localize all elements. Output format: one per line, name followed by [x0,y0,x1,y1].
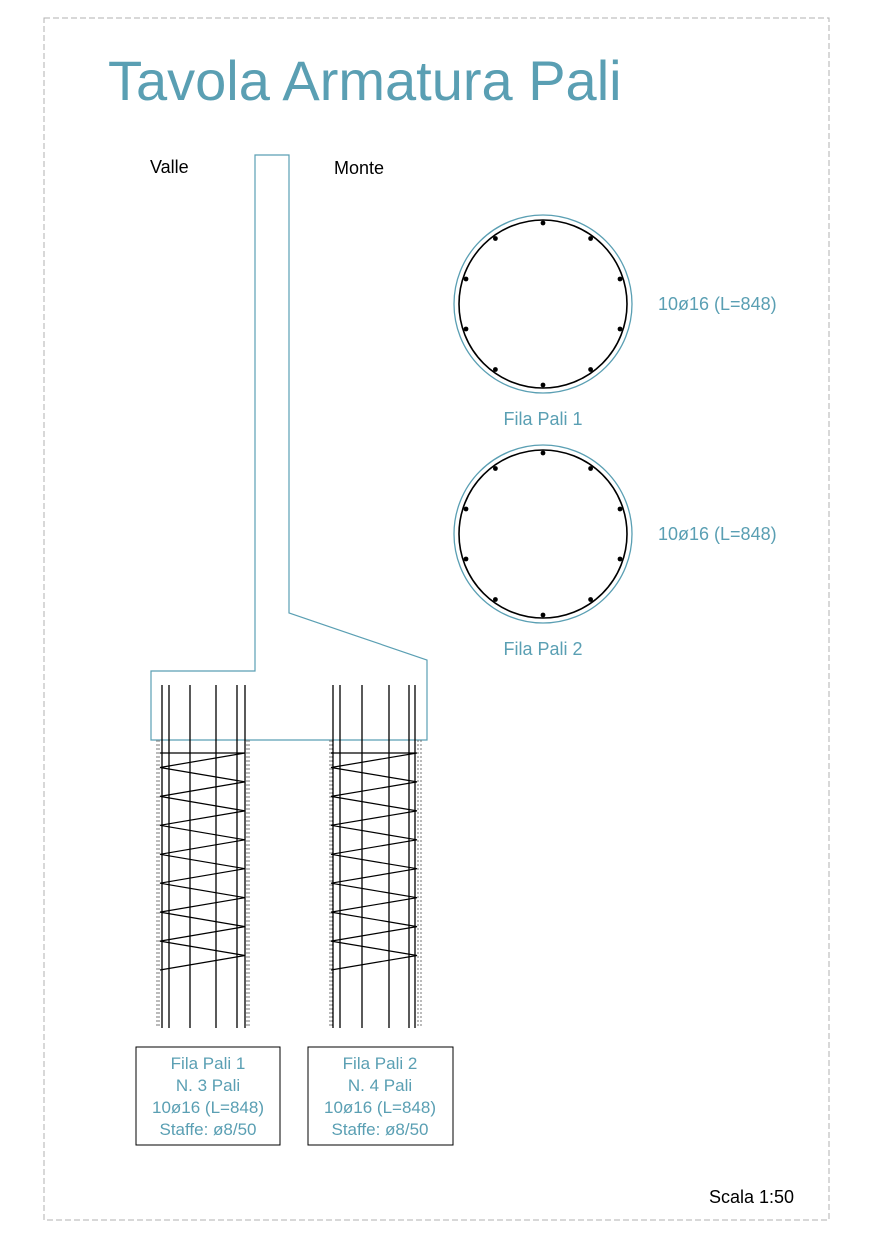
pile-section-1 [454,215,777,429]
pile-elevation-2 [330,685,421,1028]
legend-2-line: Fila Pali 2 [342,1054,418,1073]
legend-2-line: Staffe: ø8/50 [331,1120,429,1139]
rebar-dot [464,277,469,282]
section-1-rebar-dots [464,221,623,388]
wall-foundation-outline [151,155,427,740]
rebar-dot [541,451,546,456]
rebar-dot [493,466,498,471]
legend-1-line: 10ø16 (L=848) [152,1098,264,1117]
legend-1-line: Fila Pali 1 [170,1054,246,1073]
pile-section-2 [454,445,777,659]
rebar-dot [618,277,623,282]
label-monte: Monte [334,158,385,178]
legend-1-line: N. 3 Pali [175,1076,241,1095]
rebar-dot [493,367,498,372]
rebar-dot [464,507,469,512]
rebar-dot [493,236,498,241]
legend-box-1 [136,1047,280,1145]
rebar-dot [464,327,469,332]
rebar-dot [541,613,546,618]
pile-elevation-1 [157,685,249,1028]
rebar-dot [541,383,546,388]
section-2-rebar-label: 10ø16 (L=848) [658,524,777,544]
section-2-title: Fila Pali 2 [503,639,583,659]
rebar-dot [588,597,593,602]
rebar-dot [541,221,546,226]
rebar-dot [464,557,469,562]
pile-1-stirrup-zigzag [160,753,245,970]
rebar-dot [493,597,498,602]
legend-1-line: Staffe: ø8/50 [159,1120,257,1139]
rebar-dot [588,236,593,241]
section-1-rebar-label: 10ø16 (L=848) [658,294,777,314]
section-2-stirrup-circle [459,450,627,618]
rebar-dot [588,466,593,471]
section-2-rebar-dots [464,451,623,618]
sheet-border [44,18,829,1220]
legend-2-line: N. 4 Pali [347,1076,413,1095]
label-valle: Valle [150,157,189,177]
rebar-dot [588,367,593,372]
legend-box-2 [308,1047,453,1145]
legend-2-line: 10ø16 (L=848) [324,1098,436,1117]
section-1-outer-circle [454,215,632,393]
drawing-title: Tavola Armatura Pali [108,49,622,112]
rebar-dot [618,557,623,562]
rebar-dot [618,507,623,512]
section-2-outer-circle [454,445,632,623]
scale-label: Scala 1:50 [708,1187,794,1207]
pile-2-stirrup-zigzag [331,753,417,970]
rebar-dot [618,327,623,332]
section-1-title: Fila Pali 1 [503,409,583,429]
section-1-stirrup-circle [459,220,627,388]
